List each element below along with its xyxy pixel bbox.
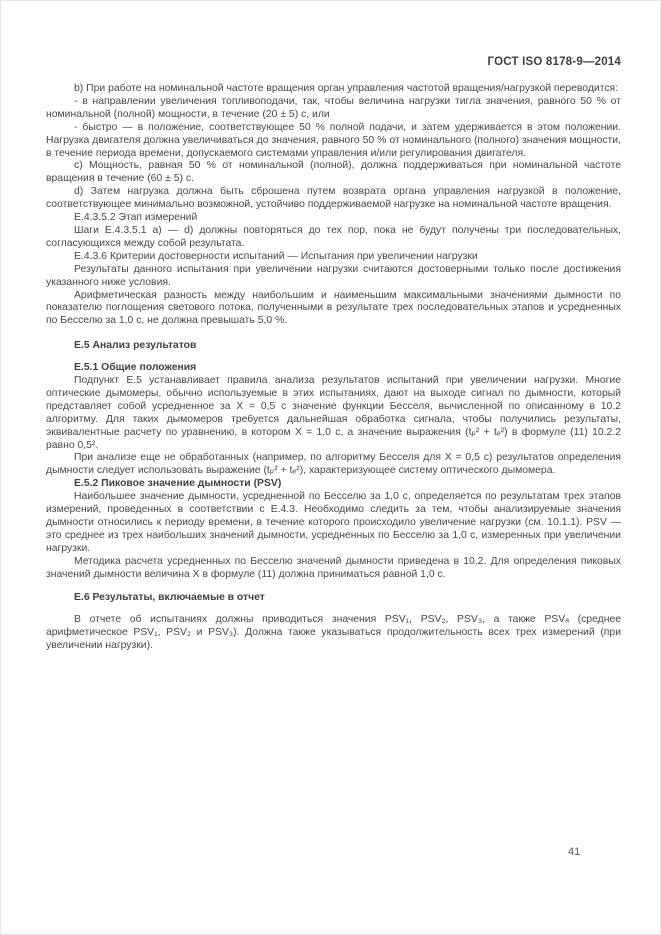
section-heading: Е.5 Анализ результатов — [74, 340, 197, 352]
section-heading: Е.6 Результаты, включаемые в отчет — [74, 591, 265, 603]
document-code-header: ГОСТ ISO 8178-9—2014 — [487, 56, 621, 68]
paragraph: Подпункт Е.5 устанавливает правила анализа результатов испытаний при увеличении нагрузки. Многие оптические дымомеры, обычно используемые в этих испытаниях, дают на выходе сигнал по дымности, который представляет собой усредненное за X = 0,5 с значение функции Бесселя, вычисленной по описанному в 10.2 алгоритму. Для таких дымомеров требуется дальнейшая обработка сигнала, чтобы получились результаты, эквивалентные расчету по уравнению, в котором X = 1,0 с, а значение выражения (tₚ² + tₑ²) в формуле (11) 10.2.2 равно 0,5². — [46, 375, 621, 451]
paragraph: c) Мощность, равная 50 % от номинальной (полной), должна поддерживаться при номинальной частоте вращения в течение (60 ± 5) с. — [46, 160, 621, 185]
page-number: 41 — [568, 846, 581, 858]
subclause-title: Е.4.3.5.2 Этап измерений — [74, 212, 198, 224]
paragraph: Методика расчета усредненных по Бесселю значений дымности приведена в 10.2. Для определения пиковых значений дымности величина X в формуле (11) должна приниматься равной 1,0 с. — [46, 555, 621, 580]
paragraph: Шаги Е.4.3.5.1 a) — d) должны повторяться до тех пор, пока не будут получены три последовательных, согласующихся между собой результата. — [46, 224, 621, 249]
paragraph: b) При работе на номинальной частоте вращения орган управления частотой вращения/нагрузкой переводится: — [74, 83, 619, 94]
document-body — [46, 83, 621, 653]
paragraph: Результаты данного испытания при увеличении нагрузки считаются достоверными только после достижения указанного ниже условия. — [46, 263, 621, 288]
paragraph: Наибольшее значение дымности, усредненной по Бесселю за 1,0 с, определяется по результатам трех этапов измерений, проведенных в соответствии с Е.4.3. Необходимо следить за тем, чтобы анализируемые значения дымности относились к периоду времени, в течение которого происходило увеличение нагрузки (см. 10.1.1). PSV — это среднее из трех наибольших значений дымности, усредненных по Бесселю за 1,0 с, измеренных при увеличении нагрузки. — [46, 491, 621, 554]
subclause-title: Е.4.3.6 Критерии достоверности испытаний — Испытания при увеличении нагрузки — [74, 250, 478, 262]
section-heading: Е.5.1 Общие положения — [74, 362, 197, 374]
paragraph: В отчете об испытаниях должны приводиться значения PSV₁, PSV₂, PSV₃, а также PSVₐ (среднее арифметическое PSV₁, PSV₂ и PSV₃). Должна также указываться продолжительность всех трех измерений (при увеличении нагрузки). — [46, 614, 621, 652]
list-item-dash: - в направлении увеличения топливоподачи, так, чтобы величина нагрузки тигла значения, равного 50 % от номинальной (полной) мощности, в течение (20 ± 5) с, или — [46, 95, 621, 120]
paragraph: При анализе еще не обработанных (например, по алгоритму Бесселя для X = 0,5 с) результатов определения дымности следует использовать выражение (tₚ² + tₑ²), характеризующее систему оптического дымомера. — [46, 452, 621, 477]
list-item-dash: - быстро — в положение, соответствующее 50 % полной подачи, и затем удерживается в этом положении. Нагрузка двигателя должна увеличиваться до значения, равного 50 % от номинального (полного) значения мощности, в течение периода времени, допускаемого системами управления и/или регулирования двигателя. — [46, 121, 621, 159]
paragraph: d) Затем нагрузка должна быть сброшена путем возврата органа управления нагрузкой в положение, соответствующее минимально возможной, устойчиво поддерживаемой нагрузке на номинальной частоте вращения. — [46, 186, 621, 211]
section-heading: Е.5.2 Пиковое значение дымности (PSV) — [74, 478, 282, 490]
paragraph: Арифметическая разность между наибольшим и наименьшим максимальными значениями дымности по показателю поглощения светового потока, полученными в результате трех последовательных этапов и усредненных по Бесселю за 1,0 с, не должна превышать 5,0 %. — [46, 289, 621, 327]
